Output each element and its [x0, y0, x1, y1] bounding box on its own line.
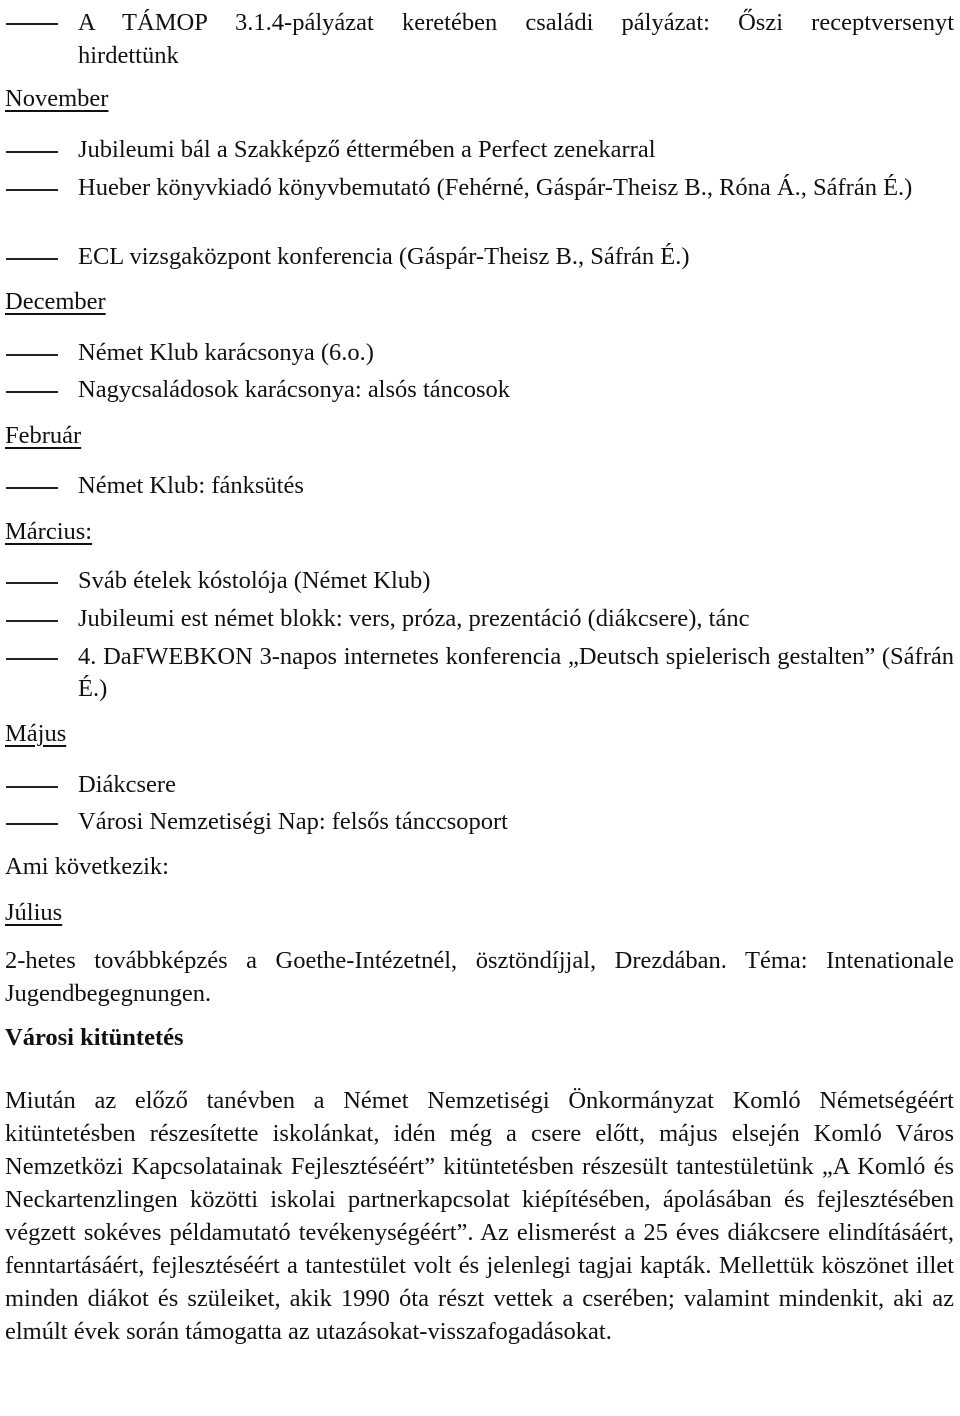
- list-item-text: 4. DaFWEBKON 3-napos internetes konferencia „Deutsch spielerisch gestalten” (Sáfrán É.): [78, 643, 954, 702]
- month-heading-november: November: [5, 85, 109, 112]
- list-item-text: Jubileumi est német blokk: vers, próza, prezentáció (diákcsere), tánc: [78, 605, 750, 632]
- list-item-text: Jubileumi bál a Szakképző éttermében a Perfect zenekarral: [78, 136, 656, 163]
- upcoming-paragraph: 2-hetes továbbképzés a Goethe-Intézetnél, ösztöndíjjal, Drezdában. Téma: Intenationale Jugendbegegnungen.: [5, 947, 954, 1007]
- upcoming-label: Ami következik:: [5, 853, 169, 880]
- list-item-text: Német Klub: fánksütés: [78, 472, 304, 499]
- list-item-text: Hueber könyvkiadó könyvbemutató (Fehérné, Gáspár-Theisz B., Róna Á., Sáfrán É.): [78, 174, 913, 201]
- list-item-text: Nagycsaládosok karácsonya: alsós táncosok: [78, 376, 511, 403]
- text-line: A TÁMOP 3.1.4-pályázat keretében családi pályázat: Őszi receptversenyt: [78, 9, 954, 36]
- text-line: hirdettünk: [78, 42, 179, 69]
- list-item-text: Városi Nemzetiségi Nap: felsős tánccsoport: [78, 808, 508, 835]
- month-heading-marcius: Március:: [5, 518, 93, 545]
- list-item-text: Diákcsere: [78, 771, 176, 798]
- section-heading-award: Városi kitüntetés: [5, 1024, 184, 1051]
- month-heading-december: December: [5, 288, 106, 315]
- month-heading-majus: Május: [5, 720, 67, 747]
- list-item-text: [78, 6, 954, 72]
- list-item-text: Sváb ételek kóstolója (Német Klub): [78, 567, 431, 594]
- list-item-text: ECL vizsgaközpont konferencia (Gáspár-Theisz B., Sáfrán É.): [78, 243, 690, 270]
- month-heading-julius: Július: [5, 899, 63, 926]
- award-paragraph: Miután az előző tanévben a Német Nemzetiségi Önkormányzat Komló Németségéért kitüntetésben részesítette iskolánkat, idén még a csere előtt, május elsején Komló Város Nemzetközi Kapcsolatainak Fejlesztéséért” kitüntetésben részesült tantestületünk „A Komló és Neckartenzlingen közötti iskolai partnerkapcsolat kiépítésében, ápolásában és fejlesztésében végzett sokéves példamutató tevékenységéért”. Az elismerést a 25 éves diákcsere elindításáért, fenntartásáért, fejlesztéséért a tantestület volt és jelenlegi tagjai kapták. Mellettük köszönet illet minden diákot és szüleiket, akik 1990 óta részt vettek a cserében; valamint mindenkit, aki az elmúlt évek során támogatta az utazásokat-visszafogadásokat.: [5, 1087, 954, 1345]
- list-item-text: Német Klub karácsonya (6.o.): [78, 339, 374, 366]
- month-heading-februar: Február: [5, 422, 82, 449]
